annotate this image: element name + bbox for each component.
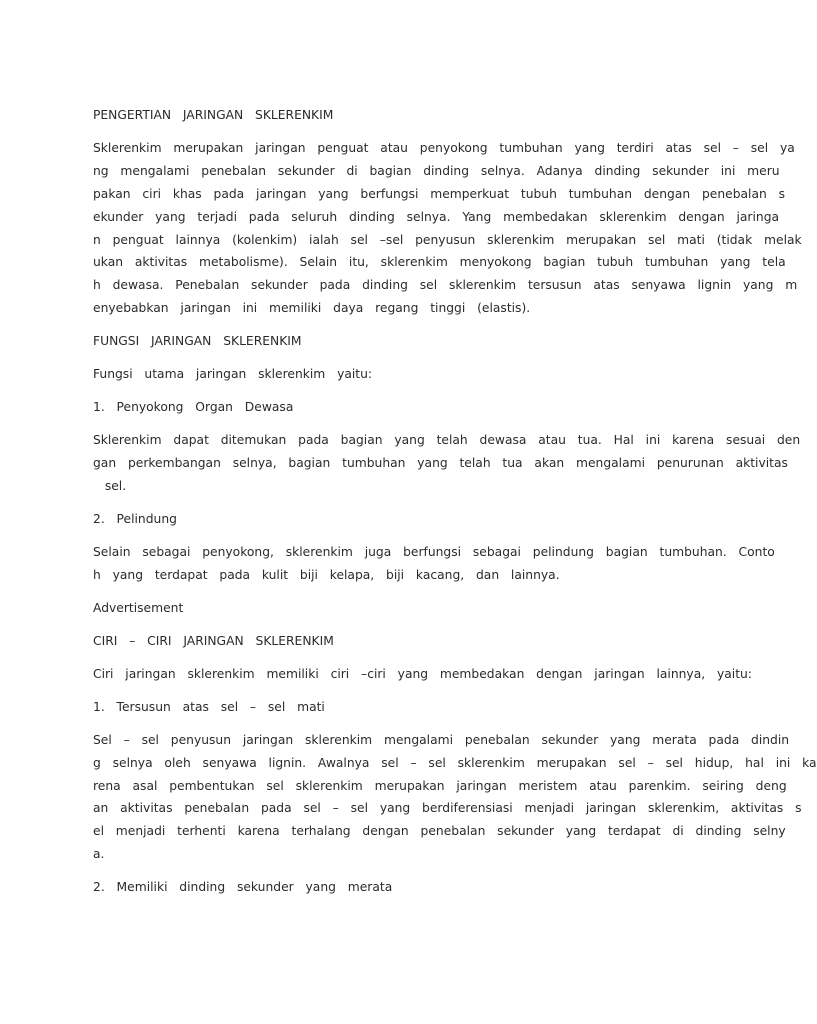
text-line: an aktivitas penebalan pada sel – sel yang berdiferensiasi menjadi jaringan sklerenkim, aktivitas s <box>93 801 802 816</box>
text-line: h dewasa. Penebalan sekunder pada dinding sel sklerenkim tersusun atas senyawa lignin yang m <box>93 278 798 293</box>
text-line: n penguat lainnya (kolenkim) ialah sel –sel penyusun sklerenkim merupakan sel mati (tidak melak <box>93 232 802 247</box>
text-line: 2. Pelindung <box>93 511 177 526</box>
item-2-pelindung <box>93 508 679 531</box>
text-line: Fungsi utama jaringan sklerenkim yaitu: <box>93 367 373 382</box>
text-line: a. <box>93 847 105 862</box>
text-line: ekunder yang terjadi pada seluruh dinding selnya. Yang membedakan sklerenkim dengan jaringa <box>93 209 780 224</box>
text-line: FUNGSI JARINGAN SKLERENKIM <box>93 334 302 349</box>
text-line: rena asal pembentukan sel sklerenkim merupakan jaringan meristem atau parenkim. seiring deng <box>93 778 787 793</box>
text-line: Sklerenkim dapat ditemukan pada bagian yang telah dewasa atau tua. Hal ini karena sesuai den <box>93 433 801 448</box>
item-2-dinding <box>93 876 679 899</box>
text-line: PENGERTIAN JARINGAN SKLERENKIM <box>93 108 334 122</box>
advertisement <box>93 597 679 620</box>
text-line: Sklerenkim merupakan jaringan penguat atau penyokong tumbuhan yang terdiri atas sel – sel ya <box>93 140 795 155</box>
text-line: h yang terdapat pada kulit biji kelapa, biji kacang, dan lainnya. <box>93 567 560 582</box>
text-line: 1. Tersusun atas sel – sel mati <box>93 699 325 714</box>
text-line: ukan aktivitas metabolisme). Selain itu, sklerenkim menyokong bagian tubuh tumbuhan yang tela <box>93 255 786 270</box>
text-line: pakan ciri khas pada jaringan yang berfungsi memperkuat tubuh tumbuhan dengan penebalan s <box>93 186 786 201</box>
text-line: enyebabkan jaringan ini memiliki daya regang tinggi (elastis). <box>93 301 531 316</box>
item-1-tersusun <box>93 696 679 719</box>
text-line: Selain sebagai penyokong, sklerenkim juga berfungsi sebagai pelindung bagian tumbuhan. Conto <box>93 544 775 559</box>
para-pelindung <box>93 541 775 587</box>
text-line: el menjadi terhenti karena terhalang dengan penebalan sekunder yang terdapat di dinding selny <box>93 824 786 839</box>
text-line: Advertisement <box>93 600 184 615</box>
text-line: gan perkembangan selnya, bagian tumbuhan yang telah tua akan mengalami penurunan aktivitas <box>93 456 788 471</box>
text-line: g selnya oleh senyawa lignin. Awalnya sel – sel sklerenkim merupakan sel – sel hidup, hal ini ka <box>93 755 817 770</box>
heading-fungsi <box>93 330 679 353</box>
para-fungsi-intro <box>93 363 679 386</box>
text-line: CIRI – CIRI JARINGAN SKLERENKIM <box>93 633 334 648</box>
document-body <box>93 104 817 899</box>
heading-ciri <box>93 630 679 653</box>
para-penyokong <box>93 429 801 498</box>
text-line: 1. Penyokong Organ Dewasa <box>93 400 294 415</box>
item-1-penyokong <box>93 396 679 419</box>
text-line: sel. <box>93 478 127 493</box>
text-line: Ciri jaringan sklerenkim memiliki ciri –ciri yang membedakan dengan jaringan lainnya, yaitu: <box>93 666 752 681</box>
para-ciri-intro <box>93 663 752 686</box>
heading-pengertian <box>93 104 679 127</box>
text-line: Sel – sel penyusun jaringan sklerenkim mengalami penebalan sekunder yang merata pada dindin <box>93 732 790 747</box>
text-line: ng mengalami penebalan sekunder di bagian dinding selnya. Adanya dinding sekunder ini meru <box>93 163 780 178</box>
text-line: 2. Memiliki dinding sekunder yang merata <box>93 880 393 895</box>
para-pengertian <box>93 137 802 320</box>
para-tersusun <box>93 729 817 866</box>
